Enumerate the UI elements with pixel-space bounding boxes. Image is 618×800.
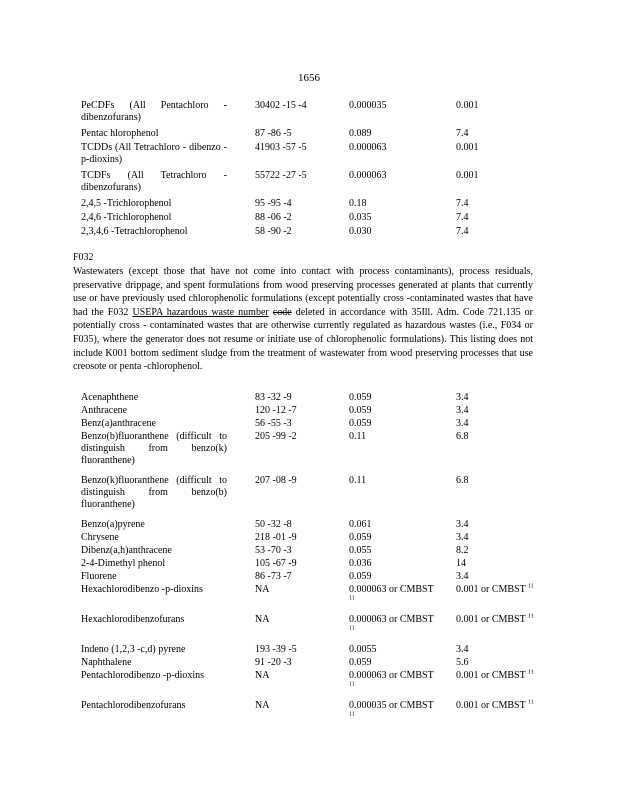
cas-number: 87 -86 -5 <box>255 128 292 139</box>
constituent-name: Pentachlorodibenzofurans <box>81 700 186 711</box>
wastewater-standard: 0.000063 or CMBST $^{11}$ <box>349 584 434 602</box>
nonwastewater-standard: 5.6 <box>456 657 469 668</box>
nonwastewater-standard: 0.001 or CMBST $^{11}$ <box>456 669 534 681</box>
wastewater-standard: 0.059 <box>349 405 372 416</box>
nonwastewater-standard: 0.001 <box>456 142 479 153</box>
cas-number: 218 -01 -9 <box>255 532 297 543</box>
cas-number: 41903 -57 -5 <box>255 142 307 153</box>
constituent-name: Fluorene <box>81 571 117 582</box>
constituent-name: Benzo(k)fluoranthene (difficult to distinguish from benzo(b) fluoranthene) <box>81 475 227 510</box>
wastewater-standard: 0.035 <box>349 212 372 223</box>
wastewater-standard: 0.000063 <box>349 170 387 181</box>
nonwastewater-standard: 3.4 <box>456 392 469 403</box>
nonwastewater-standard: 0.001 <box>456 170 479 181</box>
nonwastewater-standard: 7.4 <box>456 212 469 223</box>
footnote-ref: 11 <box>349 711 355 718</box>
cas-number: 120 -12 -7 <box>255 405 297 416</box>
cas-number: 56 -55 -3 <box>255 418 292 429</box>
cas-number: NA <box>255 670 270 681</box>
constituent-name: Pentac hlorophenol <box>81 128 159 139</box>
cas-number: NA <box>255 614 270 625</box>
nonwastewater-standard: 6.8 <box>456 431 469 442</box>
wastewater-standard: 0.18 <box>349 198 367 209</box>
constituent-name: Dibenz(a,h)anthracene <box>81 545 172 556</box>
cas-number: 193 -39 -5 <box>255 644 297 655</box>
wastewater-standard: 0.000035 <box>349 100 387 111</box>
nonwastewater-standard: 3.4 <box>456 571 469 582</box>
deleted-text: code <box>272 306 292 318</box>
wastewater-standard: 0.059 <box>349 571 372 582</box>
constituent-name: 2,3,4,6 -Tetrachlorophenol <box>81 226 188 237</box>
nonwastewater-standard: 0.001 or CMBST $^{11}$ <box>456 583 534 595</box>
cas-number: 205 -99 -2 <box>255 431 297 442</box>
wastewater-standard: 0.11 <box>349 475 367 486</box>
nonwastewater-standard: 3.4 <box>456 644 469 655</box>
wastewater-standard: 0.030 <box>349 226 372 237</box>
inserted-text: USEPA hazardous waste number <box>132 306 269 318</box>
constituent-name: Pentachlorodibenzo -p-dioxins <box>81 670 205 681</box>
constituent-name: PeCDFs (All Pentachloro - dibenzofurans) <box>81 100 227 123</box>
wastewater-standard: 0.000035 or CMBST $^{11}$ <box>349 700 434 718</box>
cas-number: 55722 -27 -5 <box>255 170 307 181</box>
constituent-name: Acenaphthene <box>81 392 139 403</box>
nonwastewater-standard: 14 <box>456 558 466 569</box>
wastewater-standard: 0.000063 or CMBST $^{11}$ <box>349 614 434 632</box>
wastewater-standard: 0.061 <box>349 519 372 530</box>
wastewater-standard: 0.059 <box>349 657 372 668</box>
footnote-ref: 11 <box>349 681 355 688</box>
page-number: 1656 <box>298 72 320 84</box>
nonwastewater-standard: 3.4 <box>456 405 469 416</box>
footnote-ref: 11 <box>528 613 534 620</box>
nonwastewater-standard: 0.001 or CMBST $^{11}$ <box>456 613 534 625</box>
cas-number: 207 -08 -9 <box>255 475 297 486</box>
section-code: F032 <box>73 252 94 263</box>
constituent-name: TCDFs (All Tetrachloro - dibenzofurans) <box>81 170 227 193</box>
nonwastewater-standard: 0.001 <box>456 100 479 111</box>
constituent-name: Hexachlorodibenzo -p-dioxins <box>81 584 203 595</box>
wastewater-standard: 0.055 <box>349 545 372 556</box>
constituent-name: 2,4,6 -Trichlorophenol <box>81 212 172 223</box>
wastewater-standard: 0.0055 <box>349 644 377 655</box>
constituent-name: Hexachlorodibenzofurans <box>81 614 185 625</box>
footnote-ref: 11 <box>349 595 355 602</box>
cas-number: NA <box>255 700 270 711</box>
constituent-name: Benzo(b)fluoranthene (difficult to distinguish from benzo(k) fluoranthene) <box>81 431 227 466</box>
cas-number: 86 -73 -7 <box>255 571 292 582</box>
nonwastewater-standard: 7.4 <box>456 198 469 209</box>
wastewater-standard: 0.11 <box>349 431 367 442</box>
constituent-name: Anthracene <box>81 405 128 416</box>
constituent-name: Benz(a)anthracene <box>81 418 156 429</box>
cas-number: 91 -20 -3 <box>255 657 292 668</box>
footnote-ref: 11 <box>349 625 355 632</box>
constituent-name: TCDDs (All Tetrachloro - dibenzo -p-dioxins) <box>81 142 227 165</box>
constituent-name: 2,4,5 -Trichlorophenol <box>81 198 172 209</box>
cas-number: 58 -90 -2 <box>255 226 292 237</box>
nonwastewater-standard: 3.4 <box>456 519 469 530</box>
wastewater-standard: 0.059 <box>349 418 372 429</box>
nonwastewater-standard: 3.4 <box>456 418 469 429</box>
constituent-name: 2-4-Dimethyl phenol <box>81 558 166 569</box>
nonwastewater-standard: 0.001 or CMBST $^{11}$ <box>456 699 534 711</box>
constituent-name: Indeno (1,2,3 -c,d) pyrene <box>81 644 186 655</box>
footnote-ref: 11 <box>528 669 534 676</box>
nonwastewater-standard: 3.4 <box>456 532 469 543</box>
wastewater-standard: 0.036 <box>349 558 372 569</box>
section-description: Wastewaters (except those that have not come into contact with process contaminants), process residuals, preservative drippage, and spent formulations from wood preserving processes generated at plants that currently use or have previously used chlorophenolic formulations (except potentially cross -contaminated wastes that have had the F032 USEPA hazardous waste number code deleted in accordance with 35Ill. Adm. Code 721.135 or potentially cross - contaminated wastes that are otherwise currently regulated as hazardous wastes (i.e., F034 or F035), where the generator does not resume or initiate use of chlorophenolic formulations). This listing does not include K001 bottom sediment sludge from the treatment of wastewater from wood preserving processes that use creosote or penta -chlorophenol. <box>73 266 534 373</box>
nonwastewater-standard: 7.4 <box>456 226 469 237</box>
nonwastewater-standard: 7.4 <box>456 128 469 139</box>
cas-number: 30402 -15 -4 <box>255 100 307 111</box>
footnote-ref: 11 <box>528 583 534 590</box>
wastewater-standard: 0.059 <box>349 392 372 403</box>
cas-number: 53 -70 -3 <box>255 545 292 556</box>
constituent-name: Chrysene <box>81 532 119 543</box>
constituent-name: Benzo(a)pyrene <box>81 519 145 530</box>
nonwastewater-standard: 6.8 <box>456 475 469 486</box>
nonwastewater-standard: 8.2 <box>456 545 469 556</box>
cas-number: 83 -32 -9 <box>255 392 292 403</box>
wastewater-standard: 0.000063 <box>349 142 387 153</box>
wastewater-standard: 0.059 <box>349 532 372 543</box>
cas-number: 105 -67 -9 <box>255 558 297 569</box>
footnote-ref: 11 <box>528 699 534 706</box>
cas-number: NA <box>255 584 270 595</box>
cas-number: 50 -32 -8 <box>255 519 292 530</box>
cas-number: 88 -06 -2 <box>255 212 292 223</box>
constituent-name: Naphthalene <box>81 657 132 668</box>
wastewater-standard: 0.000063 or CMBST $^{11}$ <box>349 670 434 688</box>
cas-number: 95 -95 -4 <box>255 198 292 209</box>
wastewater-standard: 0.089 <box>349 128 372 139</box>
